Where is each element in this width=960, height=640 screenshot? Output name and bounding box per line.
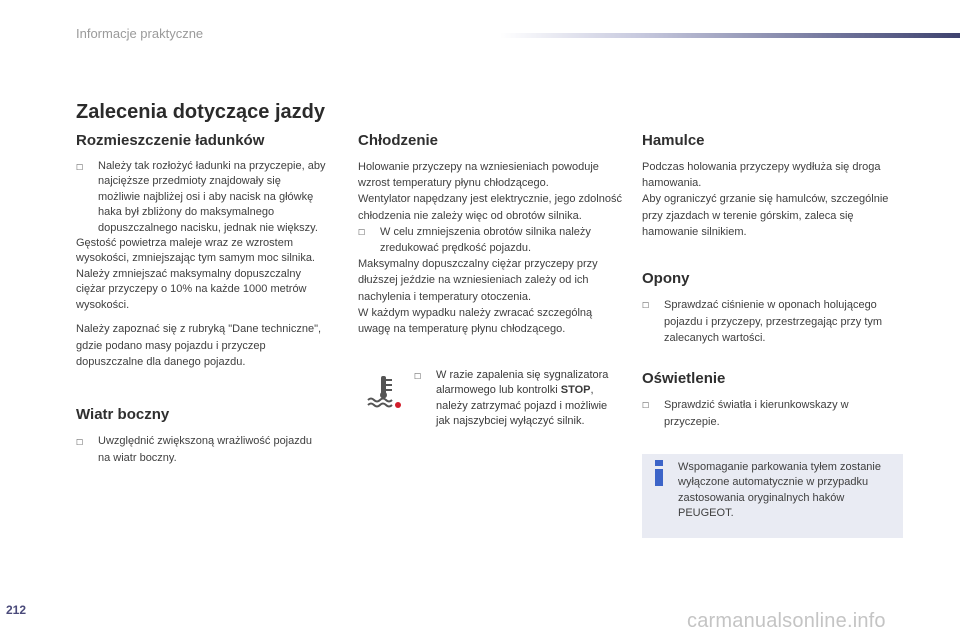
info-box: [642, 454, 903, 538]
checkbox-bullet-icon: ☐: [76, 163, 84, 172]
brakes-section: [642, 132, 904, 240]
checkbox-bullet-icon: ☐: [358, 227, 366, 237]
wind-bullet: ☐ Uwzględnić zwiększoną wrażliwość pojazdu na wiatr boczny.: [76, 433, 326, 467]
brakes-para-2: Aby ograniczyć grzanie się hamulców, szczególnie przy zjazdach w terenie górskim, zaleca się hamowanie silnikiem.: [642, 193, 889, 238]
checkbox-bullet-icon: ☐: [76, 438, 84, 447]
tyres-section: [642, 270, 904, 347]
load-para-density: Gęstość powietrza maleje wraz ze wzrostem wysokości, zmniejszając tym samym moc silnika. Należy zmniejszać maksymalny dopuszczalny ciężar przyczepy o 10% na każde 1000 metrów wysokości.: [76, 237, 315, 311]
cooling-para-3: Maksymalny dopuszczalny ciężar przyczepy przy dłuższej jeździe na wzniesieniach zależy od ich nachylenia i temperatury otoczenia.: [358, 258, 598, 303]
info-text: Wspomaganie parkowania tyłem zostanie wyłączone automatycznie w przypadku zastosowania oryginalnych haków PEUGEOT.: [678, 461, 881, 520]
header-bar: [500, 33, 960, 38]
lighting-heading: Oświetlenie: [642, 370, 726, 387]
cooling-heading: Chłodzenie: [358, 132, 439, 149]
page-number: 212: [6, 603, 27, 617]
checkbox-bullet-icon: ☐: [642, 401, 650, 410]
load-section: [76, 132, 326, 371]
load-bullet: ☐ Należy tak rozłożyć ładunki na przyczepie, aby najcięższe przedmioty znajdowały się możliwie najbliżej osi i aby nacisk na główkę haka był zbliżony do maksymalnego dopuszczalnego nacisku, jednak nie większy.: [76, 159, 326, 236]
cooling-bullet: ☐ W celu zmniejszenia obrotów silnika należy zredukować prędkość pojazdu.: [358, 224, 626, 256]
cooling-para-4: W każdym wypadku należy zwracać szczególną uwagę na temperaturę płynu chłodzącego.: [358, 306, 593, 336]
watermark: carmanualsonline.info: [687, 610, 886, 632]
load-heading: Rozmieszczenie ładunków: [76, 132, 265, 149]
page-title: Zalecenia dotyczące jazdy: [76, 101, 326, 123]
section-header: Informacje praktyczne: [76, 26, 204, 41]
checkbox-bullet-icon: ☐: [414, 372, 422, 381]
cooling-para-1: Holowanie przyczepy na wzniesieniach powoduje wzrost temperatury płynu chłodzącego.: [358, 161, 599, 190]
wind-section: [76, 406, 326, 467]
lighting-section: [642, 370, 904, 430]
lighting-bullet: ☐ Sprawdzić światła i kierunkowskazy w przyczepie.: [642, 397, 904, 430]
checkbox-bullet-icon: ☐: [642, 301, 650, 310]
cooling-para-2: Wentylator napędzany jest elektrycznie, jego zdolność chłodzenia nie zależy więc od obrotów silnika.: [358, 193, 622, 222]
stop-label: STOP: [560, 384, 591, 397]
wind-heading: Wiatr boczny: [76, 406, 170, 423]
brakes-heading: Hamulce: [642, 132, 705, 149]
warning-text: ☐ W razie zapalenia się sygnalizatora alarmowego lub kontrolki STOP, należy zatrzymać pojazd i możliwie jak najszybciej wyłączyć silnik.: [414, 368, 624, 430]
info-icon: [652, 460, 666, 486]
load-para-specs: Należy zapoznać się z rubryką "Dane techniczne", gdzie podano masy pojazdu i przyczep dopuszczalne dla danego pojazdu.: [76, 323, 322, 369]
tyres-bullet: ☐ Sprawdzać ciśnienie w oponach holującego pojazdu i przyczepy, przestrzegając przy tym zalecanych wartości.: [642, 297, 904, 347]
coolant-temperature-icon: [366, 374, 402, 410]
tyres-heading: Opony: [642, 270, 690, 287]
cooling-section: [358, 132, 626, 337]
brakes-para-1: Podczas holowania przyczepy wydłuża się droga hamowania.: [642, 161, 881, 190]
